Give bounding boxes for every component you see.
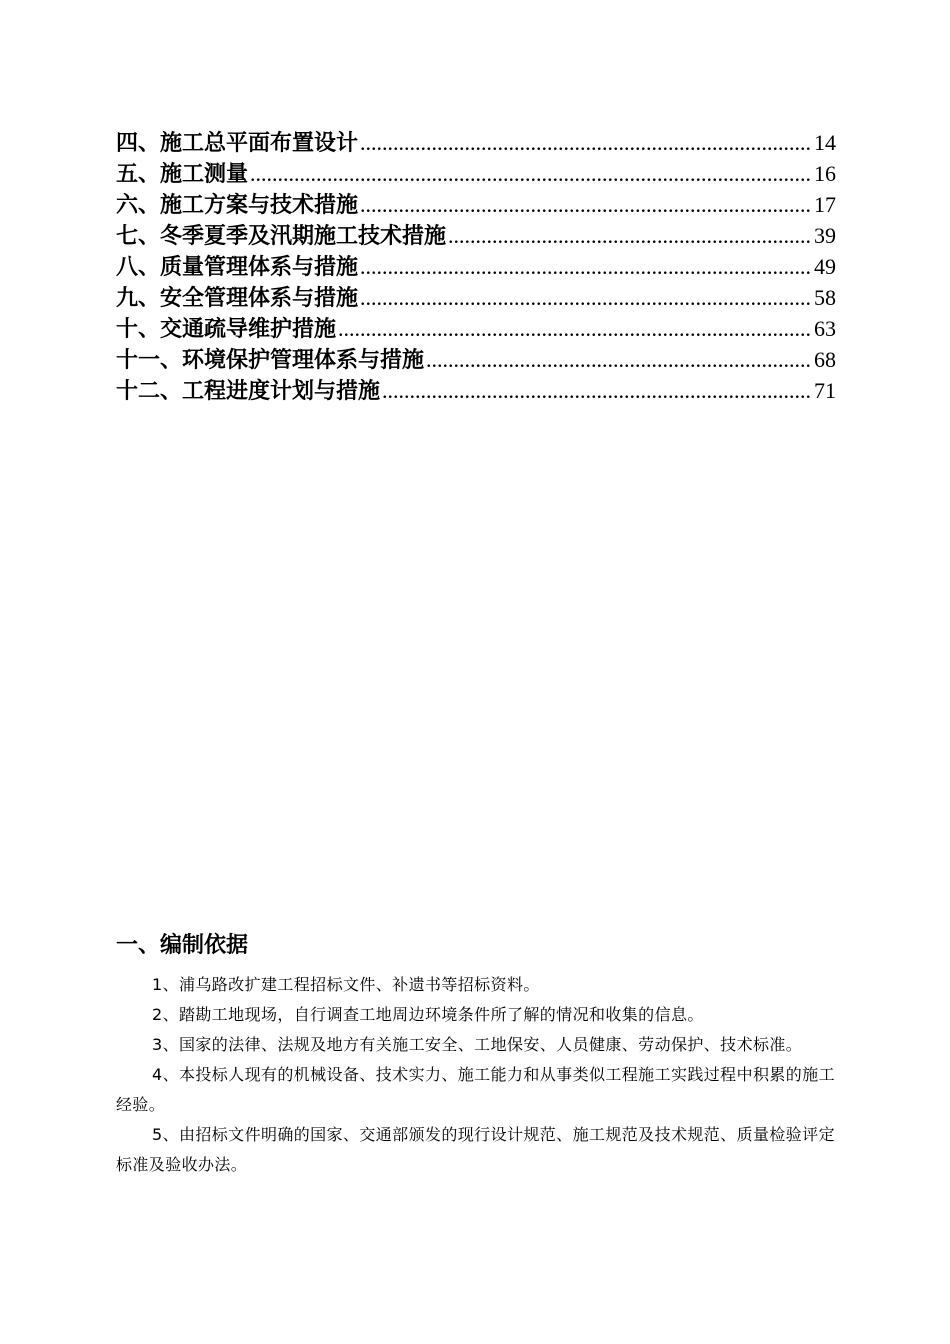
toc-entry[interactable] (116, 127, 836, 158)
toc-entry[interactable] (116, 344, 836, 375)
toc-entry[interactable] (116, 282, 836, 313)
toc-dot-leader (426, 344, 812, 375)
toc-entry-label: 六、施工方案与技术措施 (116, 193, 359, 218)
toc-dot-leader (360, 282, 812, 313)
table-of-contents (116, 127, 836, 406)
paragraph: 2、踏勘工地现场，自行调查工地周边环境条件所了解的情况和收集的信息。 (152, 1005, 704, 1024)
toc-dot-leader (360, 251, 812, 282)
toc-entry[interactable] (116, 375, 836, 406)
toc-entry[interactable] (116, 189, 836, 220)
toc-dot-leader (338, 313, 812, 344)
toc-entry-label: 十二、工程进度计划与措施 (116, 379, 381, 404)
section-title: 一、编制依据 (116, 933, 249, 958)
toc-entry-label: 七、冬季夏季及汛期施工技术措施 (116, 224, 447, 249)
paragraph: 3、国家的法律、法规及地方有关施工安全、工地保安、人员健康、劳动保护、技术标准。 (152, 1035, 803, 1054)
paragraph: 5、由招标文件明确的国家、交通部颁发的现行设计规范、施工规范及技术规范、质量检验评定标准及验收办法。 (116, 1125, 835, 1174)
toc-entry[interactable] (116, 158, 836, 189)
toc-entry-label: 九、安全管理体系与措施 (116, 286, 359, 311)
toc-entry[interactable] (116, 313, 836, 344)
toc-page-number: 68 (814, 347, 836, 372)
toc-page-number: 14 (814, 130, 836, 155)
toc-entry-label: 十、交通疏导维护措施 (116, 317, 337, 342)
toc-page-number: 39 (814, 223, 836, 248)
toc-dot-leader (360, 189, 812, 220)
toc-dot-leader (250, 158, 812, 189)
toc-page-number: 49 (814, 254, 836, 279)
paragraph: 1、浦乌路改扩建工程招标文件、补遗书等招标资料。 (152, 975, 540, 994)
toc-entry[interactable] (116, 251, 836, 282)
toc-page-number: 17 (814, 192, 836, 217)
toc-page-number: 16 (814, 161, 836, 186)
toc-dot-leader (360, 127, 812, 158)
toc-entry-label: 四、施工总平面布置设计 (116, 131, 359, 156)
toc-page-number: 63 (814, 316, 836, 341)
toc-dot-leader (382, 375, 812, 406)
toc-entry-label: 五、施工测量 (116, 162, 249, 187)
paragraph: 4、本投标人现有的机械设备、技术实力、施工能力和从事类似工程施工实践过程中积累的施工经验。 (116, 1065, 835, 1114)
toc-entry[interactable] (116, 220, 836, 251)
toc-entry-label: 八、质量管理体系与措施 (116, 255, 359, 280)
toc-page-number: 58 (814, 285, 836, 310)
section-compilation-basis (116, 928, 836, 1180)
toc-dot-leader (448, 220, 812, 251)
toc-entry-label: 十一、环境保护管理体系与措施 (116, 348, 425, 373)
toc-page-number: 71 (814, 378, 836, 403)
